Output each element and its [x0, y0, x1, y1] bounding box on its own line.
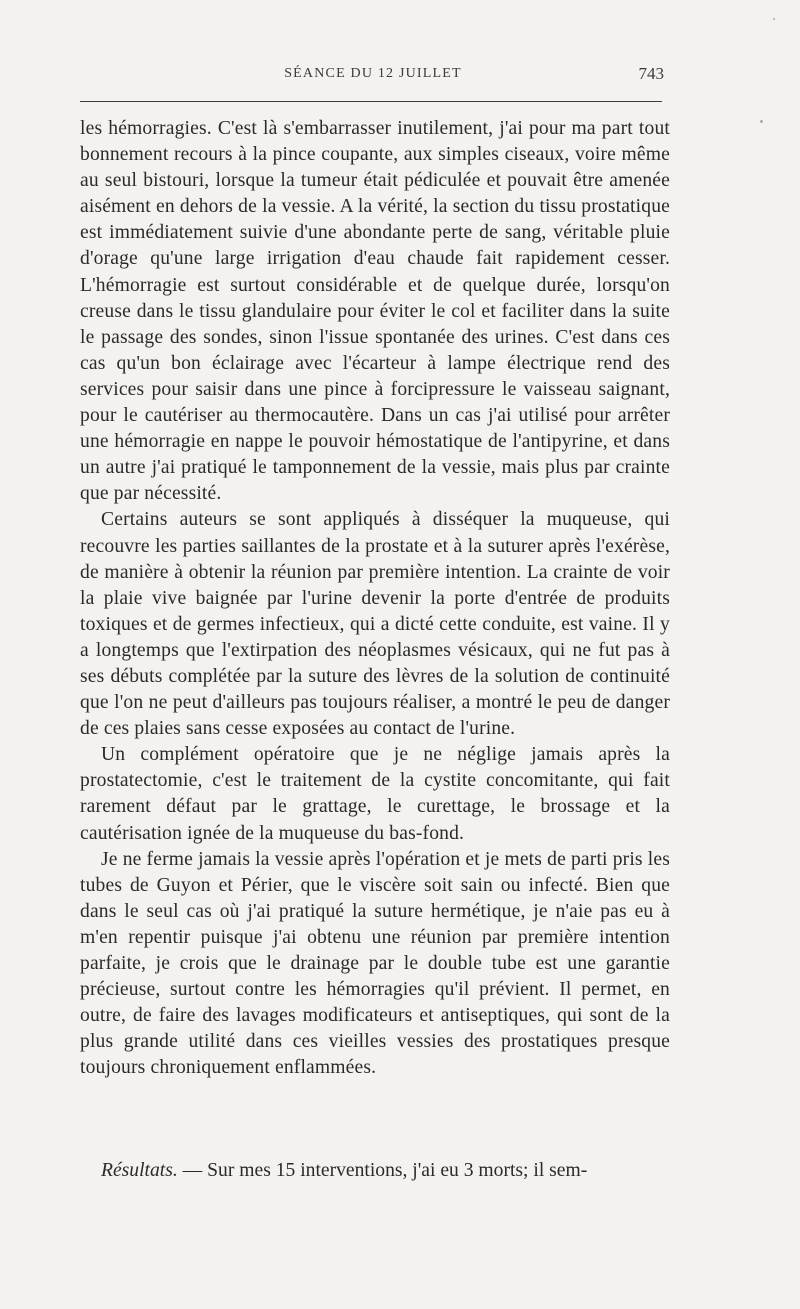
- paragraph-3: Un complément opératoire que je ne néglige jamais après la prostatectomie, c'est le traitement de la cystite concomitante, qui fait rarement défaut par le grattage, le curettage, le brossage et la cautérisation ignée de la muqueuse du bas-fond.: [80, 744, 670, 844]
- results-label: Résultats.: [101, 1160, 178, 1181]
- results-paragraph: [80, 1158, 670, 1184]
- body-text: [80, 116, 670, 1081]
- paper-speck: [773, 18, 775, 20]
- running-head: [78, 62, 668, 92]
- results-text: — Sur mes 15 interventions, j'ai eu 3 morts; il sem-: [177, 1160, 588, 1181]
- paper-speck: [760, 120, 763, 123]
- running-title: SÉANCE DU 12 JUILLET: [284, 66, 462, 81]
- header-rule: [80, 101, 662, 102]
- paragraph-2: Certains auteurs se sont appliqués à disséquer la muqueuse, qui recouvre les parties saillantes de la prostate et à la suturer après l'exérèse, de manière à obtenir la réunion par première intention. La crainte de voir la plaie vive baignée par l'urine devenir la porte d'entrée de produits toxiques et de germes infectieux, qui a dicté cette conduite, est vaine. Il y a longtemps que l'extirpation des néoplasmes vésicaux, qui ne fut pas à ses débuts complétée par la suture des lèvres de la solution de continuité que l'on ne peut d'ailleurs pas toujours réaliser, a montré le peu de danger de ces plaies sans cesse exposées au contact de l'urine.: [80, 509, 670, 740]
- paragraph-1: les hémorragies. C'est là s'embarrasser inutilement, j'ai pour ma part tout bonnement recours à la pince coupante, aux simples ciseaux, voire même au seul bistouri, lorsque la tumeur était pédiculée et pouvait être amenée aisément en dehors de la vessie. A la vérité, la section du tissu prostatique est immédiatement suivie d'une abondante perte de sang, véritable pluie d'orage qu'une large irrigation d'eau chaude fait rapidement cesser. L'hémorragie est surtout considérable et de quelque durée, lorsqu'on creuse dans le tissu glandulaire pour éviter le col et faciliter dans la suite le passage des sondes, sinon l'issue spontanée des urines. C'est dans ces cas qu'un bon éclairage avec l'écarteur à lampe électrique rend des services pour saisir dans une pince à forcipressure le vaisseau saignant, pour le cautériser au thermocautère. Dans un cas j'ai utilisé pour arrêter une hémorragie en nappe le pouvoir hémostatique de l'antipyrine, et dans un autre j'ai pratiqué le tamponnement de la vessie, mais plus par crainte que par nécessité.: [80, 118, 670, 505]
- page-number: 743: [638, 64, 664, 83]
- paragraph-4: Je ne ferme jamais la vessie après l'opération et je mets de parti pris les tubes de Guyon et Périer, que le viscère soit sain ou infecté. Bien que dans le seul cas où j'ai pratiqué la suture hermétique, je n'aie pas eu à m'en repentir puisque j'ai obtenu une réunion par première intention parfaite, je crois que le drainage par le double tube est une garantie précieuse, surtout contre les hémorragies qu'il prévient. Il permet, en outre, de faire des lavages modificateurs et antiseptiques, qui sont de la plus grande utilité dans ces vieilles vessies des prostatiques presque toujours chroniquement enflammées.: [80, 848, 670, 1079]
